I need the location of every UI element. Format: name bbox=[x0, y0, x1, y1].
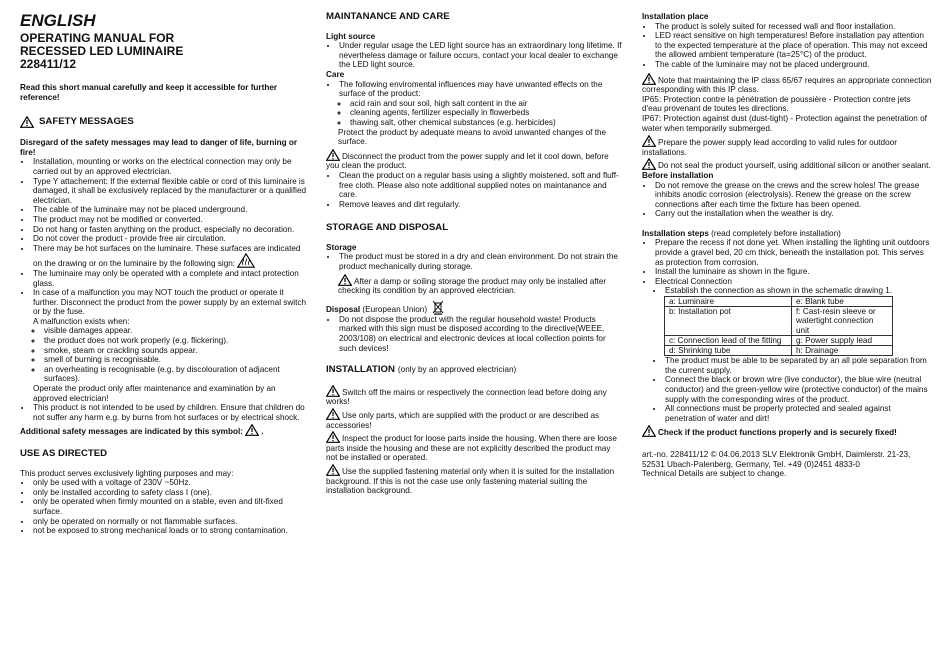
list-item: • Install the luminaire as shown in the figure. bbox=[654, 267, 932, 277]
table-row: d: Shrinking tube h: Drainage bbox=[665, 346, 893, 356]
ip65-text: IP65: Protection contre la pénétration de poussière - Protection contre jets d'eau provenant de toutes les directions. bbox=[642, 94, 911, 114]
warning-icon bbox=[642, 425, 656, 437]
disposal-heading: Disposal (European Union) bbox=[326, 300, 622, 315]
warning-icon bbox=[326, 149, 340, 161]
list-item: • LED react sensitive on high temperatures! Before installation pay attention to the expected temperature at the place of operation. This may not exceed the allowed ambient temperature (ta=25°C) of the product. bbox=[654, 31, 932, 60]
warning-icon bbox=[326, 464, 340, 476]
list-item: • The product must be able to be separated by an all pole separation from the current supply. bbox=[664, 356, 932, 375]
manual-title: OPERATING MANUAL FOR RECESSED LED LUMINAIRE 228411/12 bbox=[20, 31, 184, 71]
list-item: • The cable of the luminaire may not be placed underground. bbox=[32, 205, 308, 215]
ip-warning: Note that maintaining the IP class 65/67 requires an appropriate connection corresponding with this IP class. bbox=[642, 73, 932, 95]
care-heading: Care bbox=[326, 69, 345, 79]
list-item: • Establish the connection as shown in the schematic drawing 1. bbox=[664, 286, 932, 296]
list-item: • The product may not be modified or converted. bbox=[32, 215, 308, 225]
additional-note: Additional safety messages are indicated by this symbol: . bbox=[20, 424, 308, 437]
maintenance-heading: MAINTANANCE AND CARE bbox=[326, 11, 450, 22]
install-warning: Inspect the product for loose parts inside the housing. When there are loose parts inside the housing and these are not explicitly described the product may not be installed or operated. bbox=[326, 431, 622, 463]
list-item: • All connections must be properly protected and sealed against penetration of water and dirt! bbox=[664, 404, 932, 423]
list-item: ◦ the product does not work properly (e.g. flickering). bbox=[43, 336, 308, 346]
storage-warning: After a damp or soiling storage the product may only be installed after checking its condition by an approved electrician. bbox=[326, 274, 622, 296]
disconnect-warning: Disconnect the product from the power supply and let it cool down, before you clean the product. bbox=[326, 149, 622, 171]
list-item: ◦ visible damages appear. bbox=[43, 326, 308, 336]
warning-icon bbox=[642, 158, 656, 170]
safety-heading: SAFETY MESSAGES bbox=[20, 116, 308, 128]
list-item: • only be operated on normally or not flammable surfaces. bbox=[32, 517, 308, 527]
malfunction-list bbox=[33, 326, 308, 384]
warning-icon bbox=[326, 431, 340, 443]
use-heading: USE AS DIRECTED bbox=[20, 448, 108, 459]
list-item: ◦ acid rain and sour soil, high salt content in the air bbox=[349, 99, 622, 109]
list-item: • Electrical Connection bbox=[654, 277, 932, 287]
list-item: • Installation, mounting or works on the electrical connection may only be carried out by an approved electrician. bbox=[32, 157, 308, 176]
list-item: • Carry out the installation when the weather is dry. bbox=[654, 209, 932, 219]
installation-place-heading: Installation place bbox=[642, 12, 709, 21]
table-row: a: Luminaire e: Blank tube bbox=[665, 297, 893, 307]
warning-icon bbox=[326, 408, 340, 420]
footer: art.-no. 228411/12 © 04.06.2013 SLV Elektronik GmbH, Daimlerstr. 21-23, 52531 Ubach-Palenberg, Germany, Tel. +49 (0)2451 4833-0 Technical Details are subject to change. bbox=[642, 450, 911, 479]
list-item: • only be used with a voltage of 230V ~50Hz. bbox=[32, 478, 308, 488]
list-item: • Do not hang or fasten anything on the product, especially no decoration. bbox=[32, 225, 308, 235]
list-item: • Clean the product on a regular basis using a slightly moistened, soft and fluff-free cloth. Please also note additional supplied notes on maintanance and care. bbox=[338, 171, 622, 200]
table-row: b: Installation pot f: Cast-resin sleeve or watertight connection unit bbox=[665, 307, 893, 336]
list-item: • In case of a malfunction you may NOT touch the product or operate it further. Disconnect the product from the power supply by an external switch or by the fuse. A malfunction exists when: ◦ visible damages appear. ◦ the product does not work properly (e.g. flickering). ◦ smoke, steam or crackling sounds appear. ◦ smell of burning is recognisable. ◦ an overheating is recognisable (e.g. by discolouration of adjacent surfaces). Operate the product only after maintenance and examination by an approved electrician! bbox=[32, 288, 308, 403]
list-item: • The product must be stored in a dry and clean environment. Do not strain the product mechanically during storage. bbox=[338, 252, 622, 271]
install-warning: Use the supplied fastening material only when it is suited for the installation background. If this is not the case use only fastening material suiting the installation background. bbox=[326, 464, 622, 496]
list-item: • only be operated when firmly mounted on a stable, even and tilt-fixed surface. bbox=[32, 497, 308, 516]
list-item: • The luminaire may only be operated with a complete and intact protection glass. bbox=[32, 269, 308, 288]
installation-heading: INSTALLATION (only by an approved electrician) bbox=[326, 364, 517, 376]
list-item: • Connect the black or brown wire (live conductor), the blue wire (neutral conductor) and the green-yellow wire (protective conductor) of the mains supply with the corresponding wires of the product. bbox=[664, 375, 932, 404]
list-item: • The cable of the luminaire may not be placed underground. bbox=[654, 60, 932, 70]
protect-note: Protect the product by adequate means to avoid unwanted changes of the surface. bbox=[338, 127, 607, 147]
safety-warning: Disregard of the safety messages may lead to danger of life, burning or fire! bbox=[20, 138, 298, 157]
list-item: • There may be hot surfaces on the luminaire. These surfaces are indicated on the drawing or on the luminaire by the following sign: bbox=[32, 244, 308, 269]
storage-heading: STORAGE AND DISPOSAL bbox=[326, 222, 449, 234]
list-item: • Remove leaves and dirt regularly. bbox=[338, 200, 622, 210]
warning-icon bbox=[642, 73, 656, 85]
list-item: ◦ smoke, steam or crackling sounds appear. bbox=[43, 346, 308, 356]
list-item: • Prepare the recess if not done yet. When installing the lighting unit outdoors provide a gravel bed, 20 cm thick, beneath the installation pot. This serves as protection from corrosion. bbox=[654, 238, 932, 267]
list-item: • only be installed according to safety class I (one). bbox=[32, 488, 308, 498]
list-item: • The product is solely suited for recessed wall and floor installation. bbox=[654, 22, 932, 32]
use-list bbox=[20, 478, 308, 536]
install-warning: Switch off the mains or respectively the connection lead before doing any works! bbox=[326, 385, 622, 407]
list-item: • not be exposed to strong mechanical loads or to strong contamination. bbox=[32, 526, 308, 536]
list-item: • Do not remove the grease on the crews and the screw holes! The grease inhibits anodic corrosion (electrolysis). Renew the grease on the screw connections after each time the fixture has been opened. bbox=[654, 181, 932, 210]
warning-icon bbox=[245, 424, 259, 436]
warning-icon bbox=[338, 274, 352, 286]
installation-steps-heading: Installation steps (read completely before installation) bbox=[642, 228, 841, 238]
column-1 bbox=[20, 12, 308, 536]
connection-table bbox=[664, 296, 893, 356]
install-warning: Use only parts, which are supplied with the product or are described as accessories! bbox=[326, 408, 622, 430]
list-item: • This product is not intended to be used by children. Ensure that children do not suffer any harm e.g. by burns from hot surfaces or by electrical shock. bbox=[32, 403, 308, 422]
check-warning: Check if the product functions properly and is securely fixed! bbox=[642, 425, 932, 438]
list-item: ◦ thawing salt, other chemical substances (e.g. herbicides) bbox=[349, 118, 622, 128]
ip67-text: IP67: Protection against dust (dust-tight) - Protection against the penetration of water when temporarily submerged. bbox=[642, 113, 927, 133]
table-row: c: Connection lead of the fitting g: Power supply lead bbox=[665, 335, 893, 345]
list-item: • Type Y attachement: If the external flexible cable or cord of this luminaire is damaged, it shall be exclusively replaced by the manufacturer or a qualified electrician. bbox=[32, 177, 308, 206]
use-intro: This product serves exclusively lighting purposes and may: bbox=[20, 468, 234, 478]
list-item: • Under regular usage the LED light source has an extraordinary long lifetime. If nevertheless damage or failure occurs, contact your local dealer to exchange the LED light source. bbox=[338, 41, 622, 70]
crossed-bin-icon bbox=[432, 300, 444, 315]
list-item: ◦ smell of burning is recognisable. bbox=[43, 355, 308, 365]
list-item: • Do not cover the product - provide free air circulation. bbox=[32, 234, 308, 244]
safety-list bbox=[20, 157, 308, 422]
column-2 bbox=[326, 12, 622, 496]
warning-icon bbox=[20, 116, 34, 128]
column-3 bbox=[642, 12, 932, 479]
intro-text: Read this short manual carefully and keep it accessible for further reference! bbox=[20, 83, 278, 102]
seal-warning: Do not seal the product yourself, using additional silicon or another sealant. bbox=[642, 158, 932, 171]
list-item: ◦ cleaning agents, fertilizer especially in flowerbeds bbox=[349, 108, 622, 118]
storage-subheading: Storage bbox=[326, 242, 357, 252]
list-item: • The following enviromental influences may have unwanted effects on the surface of the product: ◦ acid rain and sour soil, high salt content in the air ◦ cleaning agents, fertilizer especially in flowerbeds ◦ thawing salt, other chemical substances (e.g. herbicides) bbox=[338, 80, 622, 128]
warning-icon bbox=[326, 385, 340, 397]
before-installation-heading: Before installation bbox=[642, 170, 714, 180]
list-item: • Do not dispose the product with the regular household waste! Products marked with this sign must be disposed according to the directive(WEEE, 2003/108) on electrical and electronic devices at local collection points for such devices! bbox=[338, 315, 622, 353]
hot-surface-icon bbox=[237, 253, 255, 268]
language-heading: ENGLISH bbox=[20, 11, 96, 30]
supply-warning: Prepare the power supply lead according to valid rules for outdoor installations. bbox=[642, 135, 932, 157]
warning-icon bbox=[642, 135, 656, 147]
light-source-heading: Light source bbox=[326, 31, 376, 41]
list-item: ◦ an overheating is recognisable (e.g. by discolouration of adjacent surfaces). bbox=[43, 365, 308, 384]
